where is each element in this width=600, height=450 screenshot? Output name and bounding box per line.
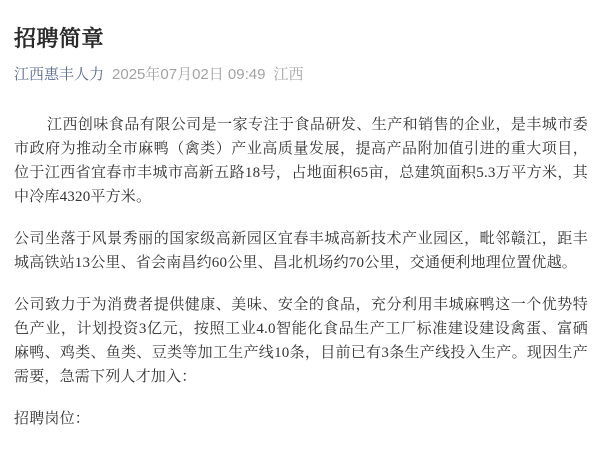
article-title: 招聘简章	[14, 26, 105, 51]
article-meta	[14, 67, 588, 84]
section-label-positions: 招聘岗位：	[14, 411, 91, 428]
paragraph-company-intro: 江西创味食品有限公司是一家专注于食品研发、生产和销售的企业，是丰城市委市政府为推动全市麻鸭（禽类）产业高质量发展，提高产品附加值引进的重大项目，位于江西省宜春市丰城市高新五路18号，占地面积65亩，总建筑面积5.3万平方米，其中冷库4320平方米。	[14, 117, 588, 206]
author-link[interactable]: 江西惠丰人力	[14, 65, 105, 83]
article-body	[14, 113, 588, 431]
publish-date: 2025年07月02日 09:49	[112, 65, 266, 83]
paragraph-location-transport: 公司坐落于风景秀丽的国家级高新园区宜春丰城高新技术产业园区，毗邻赣江，距丰城高铁站13公里、省会南昌约60公里、昌北机场约70公里，交通便利地理位置优越。	[14, 231, 588, 272]
publish-location: 江西	[273, 65, 304, 83]
paragraph-production-plan: 公司致力于为消费者提供健康、美味、安全的食品，充分利用丰城麻鸭这一个优势特色产业，计划投资3亿元，按照工业4.0智能化食品生产工厂标准建设建设禽蛋、富硒麻鸭、鸡类、鱼类、豆类等加工生产线10条，目前已有3条生产线投入生产。现因生产需要，急需下列人才加入：	[14, 297, 588, 386]
